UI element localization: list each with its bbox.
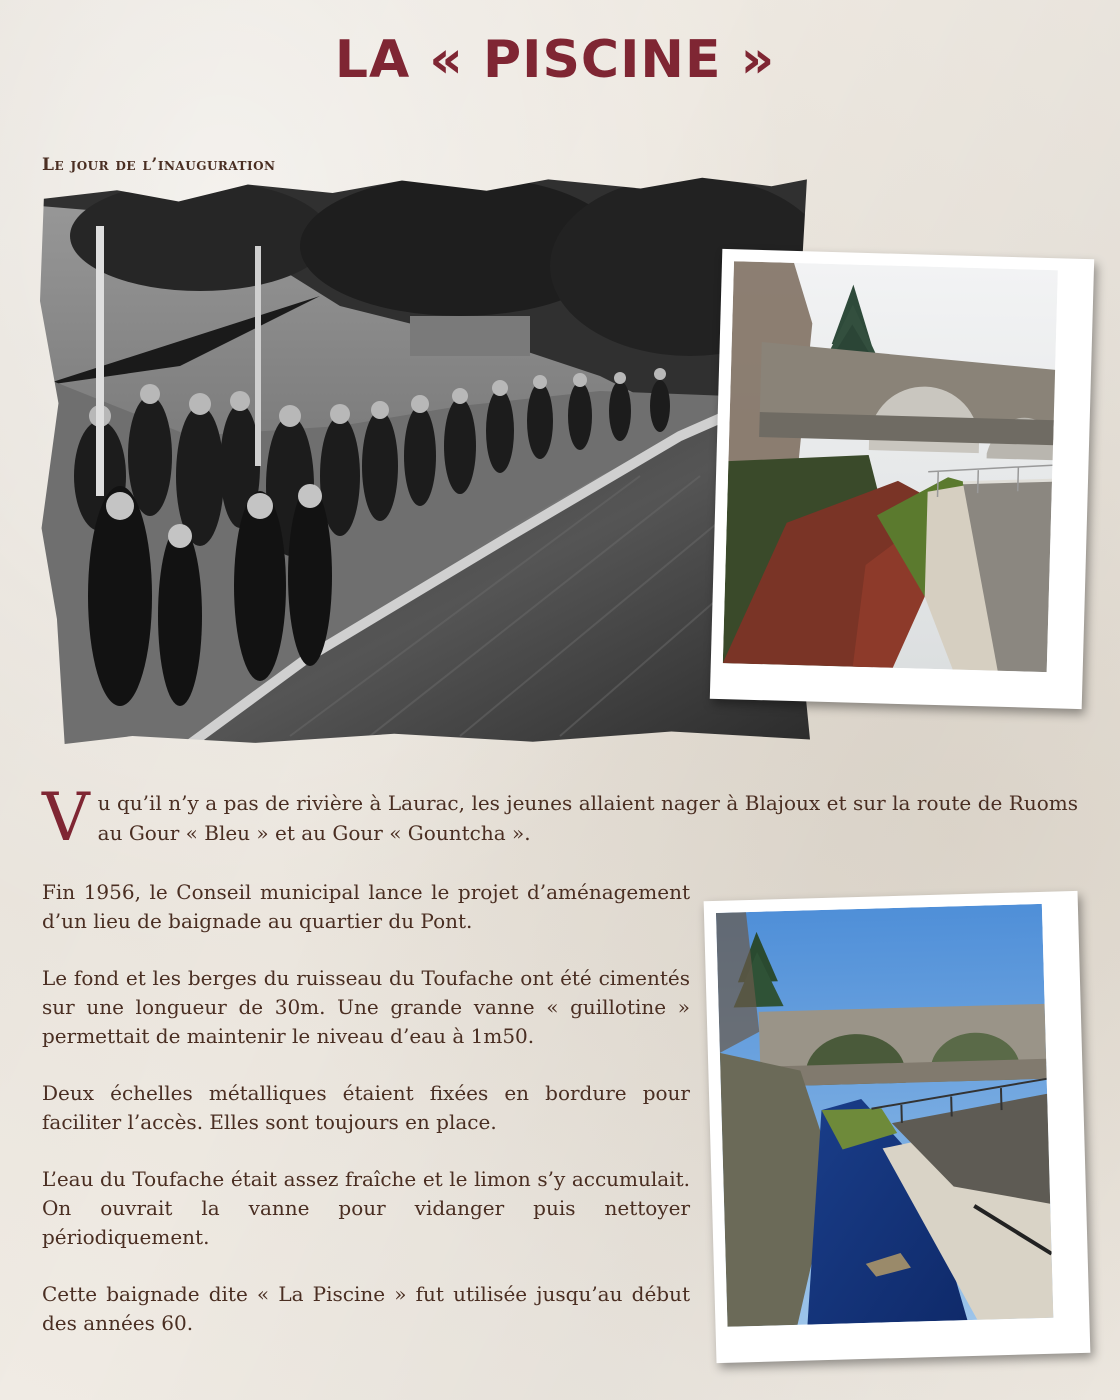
inauguration-photo [40, 176, 810, 744]
paragraph-ladders: Deux échelles métalliques étaient fixées en bordure pour faciliter l’accès. Elles sont toujours en place. [42, 1081, 690, 1134]
body-text-column [42, 878, 690, 1366]
bridge-photo-bottom [704, 891, 1091, 1363]
paragraph-construction: Le fond et les berges du ruisseau du Toufache ont été cimentés sur une longueur de 30m. Une grande vanne « guillotine » permettait de maintenir le niveau d’eau à 1m50. [42, 966, 690, 1048]
drop-cap: V [42, 779, 90, 856]
intro-paragraph [42, 779, 1078, 856]
paragraph-water: L’eau du Toufache était assez fraîche et le limon s’y accumulait. On ouvrait la vanne pour vidanger puis nettoyer périodiquement. [42, 1167, 690, 1249]
page-title: LA « PISCINE » [334, 30, 776, 90]
paragraph-project: Fin 1956, le Conseil municipal lance le projet d’aménagement d’un lieu de baignade au quartier du Pont. [42, 880, 690, 933]
paragraph-usage: Cette baignade dite « La Piscine » fut utilisée jusqu’au début des années 60. [42, 1282, 690, 1335]
photo-caption: Le jour de l’inauguration [42, 155, 276, 175]
bridge-photo-top [710, 249, 1094, 709]
intro-text: u qu’il n’y a pas de rivière à Laurac, les jeunes allaient nager à Blajoux et sur la route de Ruoms au Gour « Bleu » et au Gour « Gountcha ». [97, 791, 1078, 845]
